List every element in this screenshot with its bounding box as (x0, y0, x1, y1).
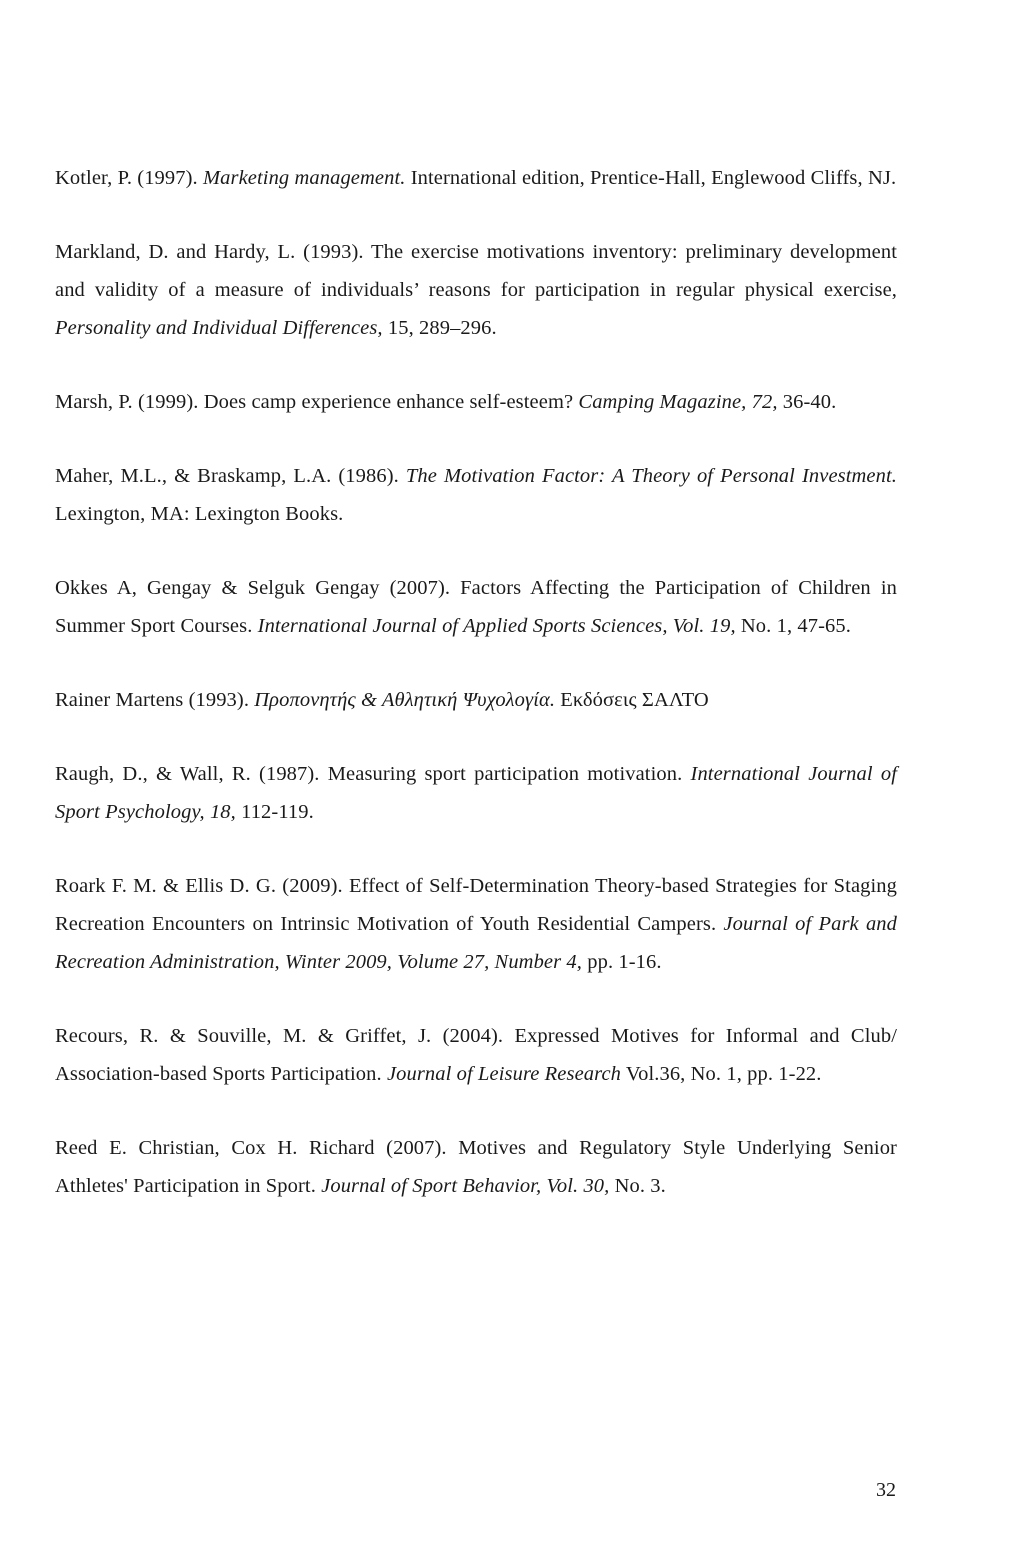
reference-text-segment: 112-119. (235, 801, 314, 823)
reference-entry (55, 457, 897, 533)
reference-text-segment: Recours, R. & Souville, M. & Griffet, J. (2004). Expressed Motives for Informal and Club/ Association-based Sports Participation. (55, 1025, 897, 1085)
reference-text-segment: Marsh, P. (1999). Does camp experience enhance self-esteem? (55, 391, 579, 413)
reference-text-segment: Rainer Martens (1993). (55, 689, 255, 711)
reference-entry (55, 867, 897, 981)
reference-italic-segment: International Journal of Applied Sports Sciences, Vol. 19, (257, 615, 736, 637)
reference-text-segment: Kotler, P. (1997). (55, 167, 203, 189)
reference-italic-segment: Journal of Park and Recreation Administration, Winter 2009, Volume 27, Number 4, (55, 913, 897, 973)
reference-entry (55, 1129, 897, 1205)
reference-list (55, 159, 897, 1205)
reference-text-segment: 36-40. (777, 391, 837, 413)
reference-text-segment: No. 3. (609, 1175, 666, 1197)
reference-italic-segment: Camping Magazine, 72, (578, 391, 778, 413)
reference-text-segment: Okkes A, Gengay & Selguk Gengay (2007). Factors Affecting the Participation of Children in Summer Sport Courses. (55, 577, 897, 637)
reference-italic-segment: The Motivation Factor: A Theory of Personal Investment. (405, 465, 898, 487)
reference-entry (55, 1017, 897, 1093)
reference-italic-segment: International Journal of Sport Psychology, 18, (55, 763, 897, 823)
reference-text-segment: Maher, M.L., & Braskamp, L.A. (1986). (55, 465, 406, 487)
reference-text-segment: Roark F. M. & Ellis D. G. (2009). Effect of Self-Determination Theory-based Strategies for Staging Recreation Encounters on Intrinsic Motivation of Youth Residential Campers. (55, 875, 897, 935)
reference-text-segment: Raugh, D., & Wall, R. (1987). Measuring sport participation motivation. (55, 763, 691, 785)
reference-text-segment: Εκδόσεις ΣΑΛΤΟ (555, 689, 709, 711)
reference-entry (55, 159, 897, 197)
reference-italic-segment: Journal of Sport Behavior, Vol. 30, (321, 1175, 610, 1197)
reference-text-segment: Reed E. Christian, Cox H. Richard (2007). Motives and Regulatory Style Underlying Senior Athletes' Participation in Sport. (55, 1137, 897, 1197)
reference-text-segment: Vol.36, No. 1, pp. 1-22. (621, 1063, 822, 1085)
reference-entry (55, 383, 897, 421)
reference-text-segment: Markland, D. and Hardy, L. (1993). The exercise motivations inventory: preliminary development and validity of a measure of individuals’ reasons for participation in regular physical exercise, (55, 241, 897, 301)
reference-italic-segment: Personality and Individual Differences, (55, 317, 383, 339)
reference-entry (55, 233, 897, 347)
page-number: 32 (876, 1479, 896, 1501)
reference-text-segment: Lexington, MA: Lexington Books. (55, 503, 344, 525)
reference-italic-segment: Marketing management. (202, 167, 406, 189)
reference-entry (55, 755, 897, 831)
reference-text-segment: No. 1, 47-65. (735, 615, 851, 637)
reference-italic-segment: Προπονητής & Αθλητική Ψυχολογία. (254, 689, 556, 711)
reference-text-segment: pp. 1-16. (582, 951, 662, 973)
reference-italic-segment: Journal of Leisure Research (386, 1063, 621, 1085)
reference-text-segment: 15, 289–296. (382, 317, 497, 339)
reference-entry (55, 569, 897, 645)
reference-entry (55, 681, 897, 719)
reference-text-segment: International edition, Prentice-Hall, Englewood Cliffs, NJ. (405, 167, 897, 189)
